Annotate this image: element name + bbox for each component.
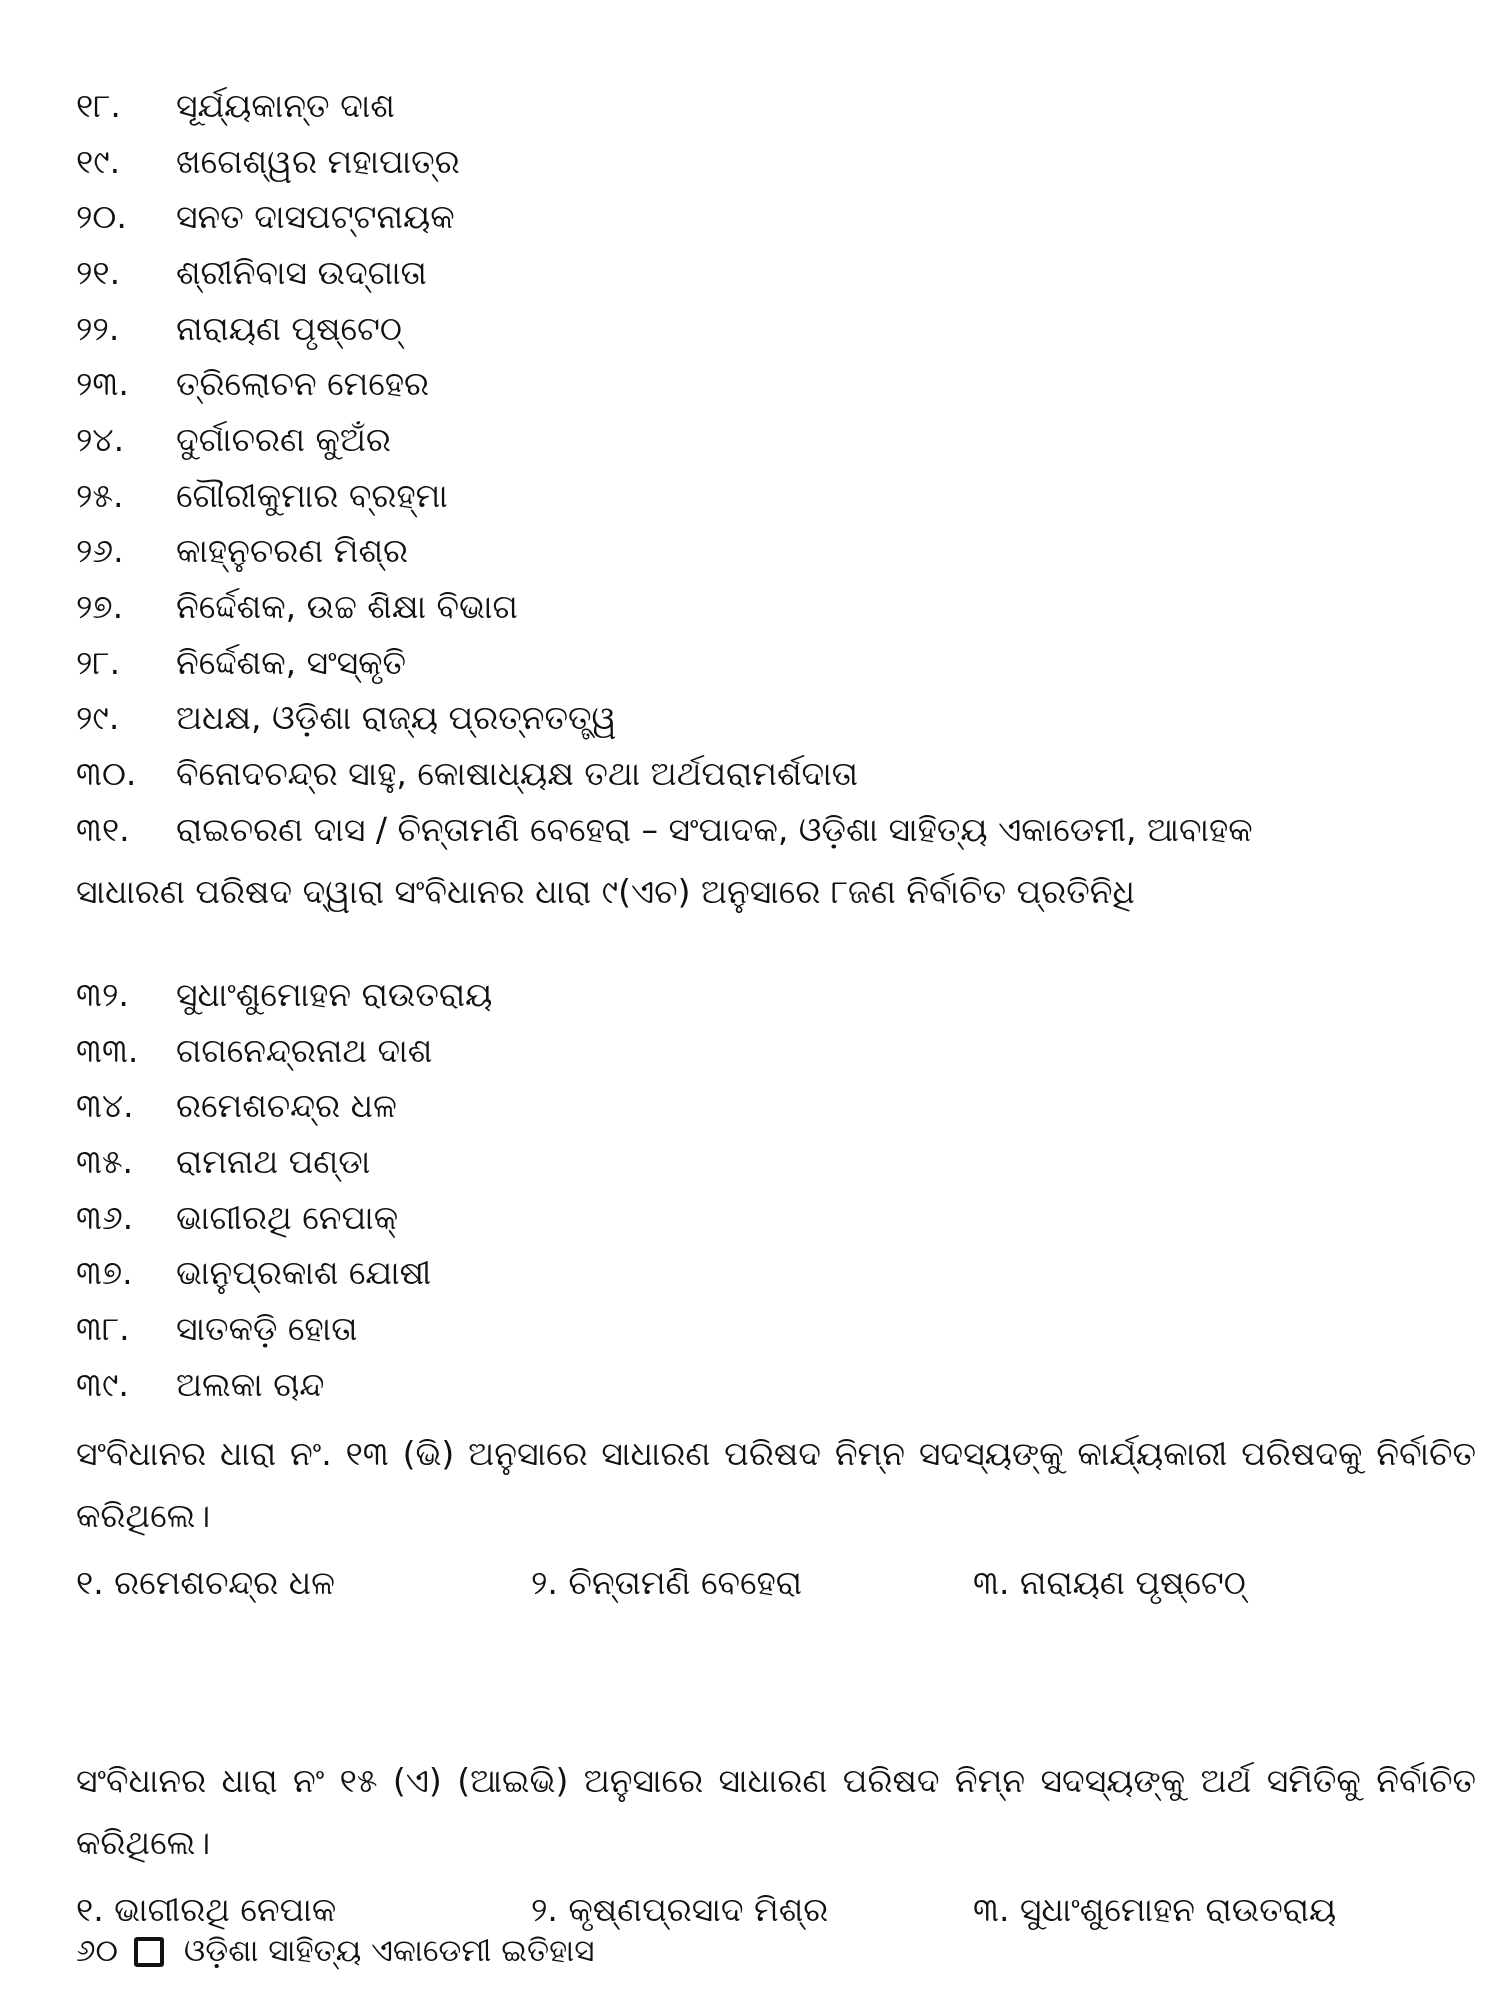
- list-item: [76, 1023, 492, 1079]
- item-text: ଶ୍ରୀନିବାସ ଉଦ୍‌ଗାତା: [176, 252, 427, 292]
- page-number: ୬୦: [76, 1933, 118, 1969]
- item-text: ତ୍ରିଲୋଚନ ମେହେର: [176, 364, 430, 404]
- list-item: [76, 1078, 492, 1134]
- item-number: ୨୪.: [76, 419, 125, 459]
- list-item: [76, 1245, 492, 1301]
- item-text: ନିର୍ଦ୍ଦେଶକ, ସଂସ୍କୃତି: [176, 642, 407, 682]
- item-text: ରାମନାଥ ପଣ୍ଡା: [176, 1141, 371, 1181]
- list-item: [76, 468, 1253, 524]
- finance-committee-paragraph: ସଂବିଧାନର ଧାରା ନଂ ୧୫ (ଏ) (ଆଇଭି) ଅନୁସାରେ ସାଧାରଣ ପରିଷଦ ନିମ୍ନ ସଦସ୍ୟଙ୍କୁ ଅର୍ଥ ସମିତିକୁ ନିର୍ବାଚିତ କରିଥିଲେ।: [76, 1761, 1476, 1862]
- list-item: [76, 1134, 492, 1190]
- list-item: [76, 1190, 492, 1246]
- member-entry: ୧. ଭାଗୀରଥି ନେପାକ: [76, 1890, 337, 1929]
- list-item: [76, 1301, 492, 1357]
- item-text: କାହ୍ନୁଚରଣ ମିଶ୍ର: [176, 531, 409, 571]
- list-item: [76, 412, 1253, 468]
- item-number: ୨୯.: [76, 698, 120, 738]
- item-number: ୨୮.: [76, 642, 121, 682]
- item-text: ସୁଧାଂଶୁମୋହନ ରାଉତରାୟ: [176, 974, 493, 1014]
- item-text: ରମେଶଚନ୍ଦ୍ର ଧଳ: [176, 1086, 397, 1126]
- page-footer: [76, 1933, 594, 1970]
- item-number: ୩୩.: [76, 1030, 139, 1070]
- item-number: ୩୬.: [76, 1197, 134, 1237]
- item-text: ଖଗେଶ୍ୱର ମହାପାତ୍ର: [176, 141, 460, 181]
- item-text: ବିନୋଦଚନ୍ଦ୍ର ସାହୁ, କୋଷାଧ୍ୟକ୍ଷ ତଥା ଅର୍ଥପରାମର୍ଶଦାତା: [176, 754, 858, 794]
- list-item: [76, 1357, 492, 1413]
- item-number: ୨୨.: [76, 308, 120, 348]
- section-heading: ସାଧାରଣ ପରିଷଦ ଦ୍ୱାରା ସଂବିଧାନର ଧାରା ୯(ଏଚ) ଅନୁସାରେ ୮ଜଣ ନିର୍ବାଚିତ ପ୍ରତିନିଧି: [76, 872, 1135, 911]
- item-text: ସୂର୍ଯ୍ୟକାନ୍ତ ଦାଶ: [176, 85, 395, 125]
- item-number: ୧୯.: [76, 141, 121, 181]
- list-item: [76, 134, 1253, 190]
- item-number: ୩୨.: [76, 974, 129, 1014]
- item-number: ୩୮.: [76, 1308, 130, 1348]
- list-item: [76, 746, 1253, 802]
- member-entry: ୩. ନାରାୟଣ ପୃଷ୍ଟେଠ୍: [973, 1563, 1246, 1602]
- item-text: ଗୌରୀକୁମାର ବ୍ରହ୍ମା: [176, 475, 448, 515]
- item-number: ୧୮.: [76, 85, 121, 125]
- member-entry: ୨. କୃଷ୍ଣପ୍ରସାଦ ମିଶ୍ର: [531, 1890, 829, 1929]
- list-item: [76, 356, 1253, 412]
- item-text: ଅଲକା ଚାନ୍ଦ: [176, 1364, 325, 1404]
- item-text: ନିର୍ଦ୍ଦେଶକ, ଉଚ୍ଚ ଶିକ୍ଷା ବିଭାଗ: [176, 587, 518, 627]
- item-text: ଅଧକ୍ଷ, ଓଡ଼ିଶା ରାଜ୍ୟ ପ୍ରତ୍ନତତ୍ତ୍ୱ: [176, 698, 617, 738]
- list-item: [76, 524, 1253, 580]
- member-entry: ୩. ସୁଧାଂଶୁମୋହନ ରାଉତରାୟ: [973, 1890, 1337, 1929]
- item-number: ୨୫.: [76, 475, 124, 515]
- item-number: ୩୧.: [76, 809, 130, 849]
- member-entry: ୧. ରମେଶଚନ୍ଦ୍ର ଧଳ: [76, 1563, 335, 1602]
- list-item: [76, 802, 1253, 858]
- member-entry: ୨. ଚିନ୍ତାମଣି ବେହେରା: [531, 1563, 803, 1602]
- item-text: ଭାନୁପ୍ରକାଶ ଯୋଷୀ: [176, 1253, 432, 1293]
- item-number: ୨୬.: [76, 531, 124, 571]
- item-text: ଗଗନେନ୍ଦ୍ରନାଥ ଦାଶ: [176, 1030, 433, 1070]
- list-item: [76, 189, 1253, 245]
- item-text: ସାତକଡ଼ି ହୋତା: [176, 1308, 358, 1348]
- item-number: ୩୭.: [76, 1253, 133, 1293]
- list-item: [76, 301, 1253, 357]
- item-text: ଭାଗୀରଥି ନେପାକ୍: [176, 1197, 399, 1237]
- member-list-1: [76, 78, 1253, 858]
- list-item: [76, 245, 1253, 301]
- item-number: ୨୦.: [76, 197, 127, 237]
- item-number: ୩୫.: [76, 1141, 134, 1181]
- list-item: [76, 691, 1253, 747]
- list-item: [76, 78, 1253, 134]
- book-title: ଓଡ଼ିଶା ସାହିତ୍ୟ ଏକାଡେମୀ ଇତିହାସ: [183, 1933, 595, 1969]
- square-bullet-icon: [134, 1937, 164, 1967]
- list-item: [76, 579, 1253, 635]
- item-number: ୨୭.: [76, 587, 124, 627]
- item-text: ନାରାୟଣ ପୃଷ୍ଟେଠ୍: [176, 308, 402, 348]
- member-list-2: [76, 967, 492, 1413]
- item-number: ୨୩.: [76, 364, 129, 404]
- list-item: [76, 967, 492, 1023]
- item-text: ରାଇଚରଣ ଦାସ / ଚିନ୍ତାମଣି ବେହେରା – ସଂପାଦକ, ଓଡ଼ିଶା ସାହିତ୍ୟ ଏକାଡେମୀ, ଆବାହକ: [176, 809, 1253, 849]
- item-text: ସନତ ଦାସପଟ୍ଟନାୟକ: [176, 197, 455, 237]
- item-number: ୩୦.: [76, 754, 137, 794]
- item-number: ୩୪.: [76, 1086, 134, 1126]
- list-item: [76, 635, 1253, 691]
- executive-council-paragraph: ସଂବିଧାନର ଧାରା ନଂ. ୧୩ (ଭି) ଅନୁସାରେ ସାଧାରଣ ପରିଷଦ ନିମ୍ନ ସଦସ୍ୟଙ୍କୁ କାର୍ଯ୍ୟକାରୀ ପରିଷଦକୁ ନିର୍ବାଚିତ କରିଥିଲେ।: [76, 1434, 1476, 1535]
- item-text: ଦୁର୍ଗାଚରଣ କୁଅଁର: [176, 419, 391, 459]
- item-number: ୨୧.: [76, 252, 121, 292]
- item-number: ୩୯.: [76, 1364, 129, 1404]
